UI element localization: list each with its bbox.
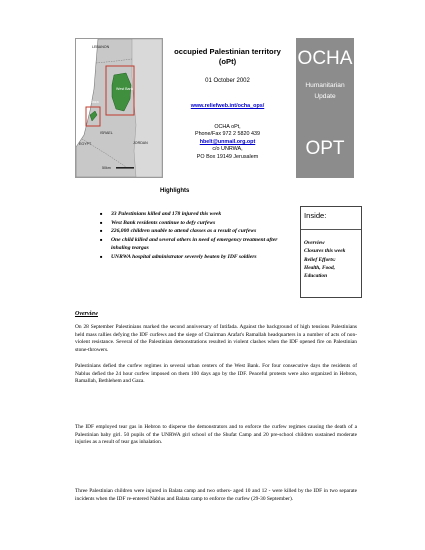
inside-box [300,206,362,298]
map-label-west-bank: West Bank [116,87,134,91]
highlight-item: ■ One child killed and several others in need of emergency treatment after inhaling teargas [97,236,295,253]
contact-pobox: PO Box 19149 Jerusalem [196,153,259,160]
document-title: occupied Palestinian territory [174,47,281,56]
contact-email-link[interactable]: hbelt@unmail.org.opt [199,138,256,145]
body-paragraph: On 28 September Palestinians marked the second anniversary of Intifada. Against the background of high tensions Palestinians held mass rallies defying the IDF curfews and the siege of Chairman Arafat's Ramallah headquarters in a number of acts of non-violent resistance. Several of the Palestinian demonstrations resulted in violent clashes when the IDF opened fire on Palestinian stone-throwers. [75,324,357,353]
body-paragraph: The IDF employed tear gas in Hebron to disperse the demonstrators and to enforce the curfew regimes causing the death of a Palestinian baby girl. 50 pupils of the UNRWA girl school of the Shufat Camp and 20 pre-school children sustained moderate injuries as a result of tear gas inhalation. [75,424,357,446]
report-date: 01 October 2002 [205,78,250,84]
map-label-gaza: Gaza [90,100,99,104]
map-scale-label: 50km [102,166,111,170]
inside-contents [304,239,360,280]
body-paragraph: Three Palestinian children were injured in Balata camp and two others- aged 10 and 12 - were killed by the IDF in two separate incidents when the IDF re-entered Nablus and Balata camp to enforce the curfew (29-30 September). [75,488,357,502]
banner-humanitarian: Humanitarian [305,82,345,89]
inside-title: Inside: [304,211,327,220]
map-label-israel: ISRAEL [100,131,113,135]
map-graphic [76,39,162,177]
inside-item-closures: Closures this week [304,248,346,255]
banner-update: Update [314,93,336,100]
inside-item-overview: Overview [304,240,325,246]
overview-heading: Overview [75,311,98,317]
highlight-item: ■ West Bank residents continue to defy curfews [97,219,295,228]
body-paragraph: Palestinians defied the curfew regimes in several urban centers of the West Bank. For four consecutive days the residents of Nablus defied the 24 hour curfew imposed on them 100 days ago by the IDF. Peaceful protests were also organized in Hebron, Ramallah, Bethlehem and Gaza. [75,363,357,385]
inside-divider [301,229,361,230]
inside-item-education: Education [304,273,328,280]
ocha-banner [296,38,354,178]
contact-phone: Phone/Fax 972 2 5820 439 [194,131,261,138]
highlight-item: ■ UNRWA hospital administrator severely beaten by IDF soldiers [97,253,295,262]
highlight-item: ■ 226,000 children unable to attend classes as a result of curfews [97,227,295,236]
banner-opt: OPT [305,138,345,159]
highlights-heading: Highlights [160,188,190,194]
inside-item-relief: Relief Efforts: [304,256,336,263]
highlight-item: ■ 33 Palestinians killed and 178 injured this week [97,210,295,219]
region-map [75,38,163,178]
map-label-lebanon: LEBANON [92,45,110,49]
highlights-list [97,210,295,262]
contact-care-of: c/o UNRWA, [212,146,243,153]
document-subtitle: (oPt) [218,57,237,66]
map-label-egypt: EGYPT [79,142,92,146]
ocha-logo-text: OCHA [297,48,353,69]
website-link[interactable]: www.reliefweb.int/ocha_ops/ [190,103,265,109]
contact-org: OCHA oPt, [214,124,241,130]
map-label-jordan: JORDAN [133,141,148,145]
inside-item-health-food: Health, Food, [304,264,335,271]
contact-block [160,124,295,161]
